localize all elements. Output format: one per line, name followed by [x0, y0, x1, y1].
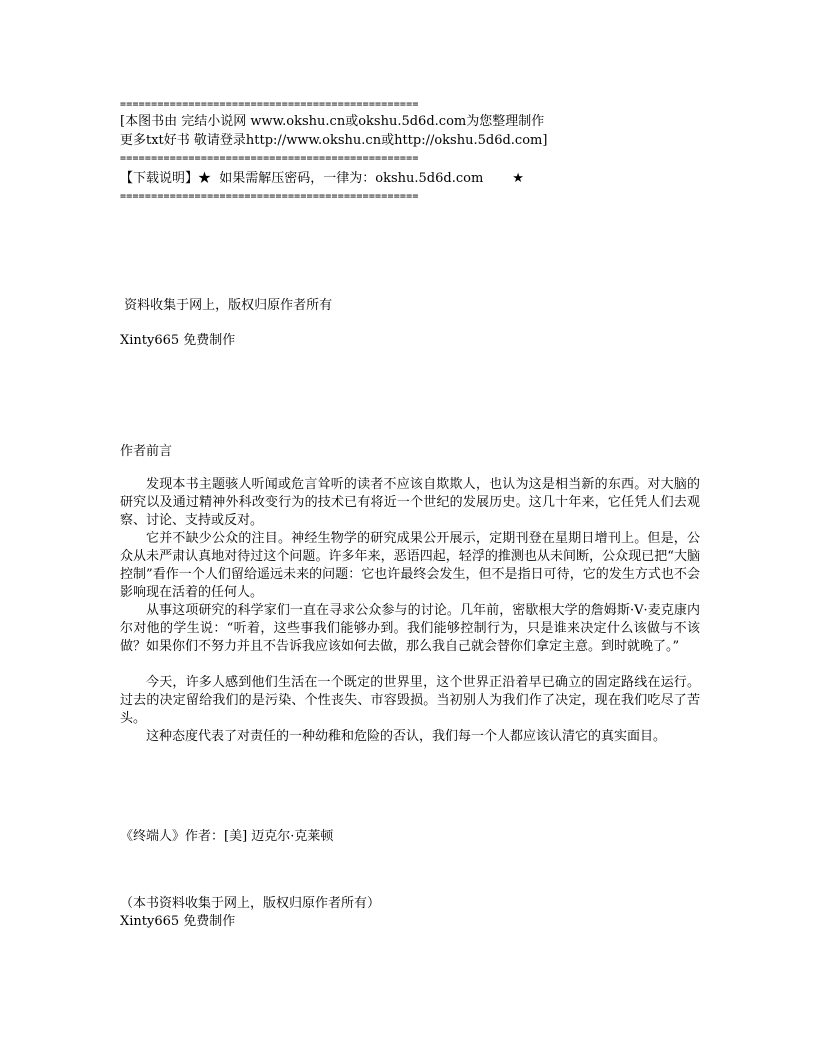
preface-paragraph: 这种态度代表了对责任的一种幼稚和危险的否认，我们每一个人都应该认清它的真实面目。 — [146, 729, 667, 744]
preface-paragraph: 今天，许多人感到他们生活在一个既定的世界里，这个世界正沿着早已确立的固定路线在运行。过去的决定留给我们的是污染、个性丧失、市容毁损。当初别人为我们作了决定，现在我们吃尽了苦头。 — [120, 675, 700, 726]
preface-paragraph: 发现本书主题骇人听闻或危言耸听的读者不应该自欺欺人，也认为这是相当新的东西。对大脑的研究以及通过精神外科改变行为的技术已有将近一个世纪的发展历史。这几十年来，它任凭人们去观察、讨论、支持或反对。 — [120, 477, 700, 528]
header-source-line: [本图书由 完结小说网 www.okshu.cn或okshu.5d6d.com为您整理制作 — [120, 114, 545, 129]
footer-collected: （本书资料收集于网上，版权归原作者所有） — [120, 896, 381, 911]
preface-paragraph: 它并不缺少公众的注目。神经生物学的研究成果公开展示，定期刊登在星期日增刊上。但是，公众从未严肃认真地对待过这个问题。许多年来，恶语四起，轻浮的推测也从未间断，公众现已把“大脑控制”看作一个人们留给遥远未来的问题：它也许最终会发生，但不是指日可待，它的发生方式也不会影响现在活着的任何人。 — [120, 531, 700, 600]
preface-paragraph: 从事这项研究的科学家们一直在寻求公众参与的讨论。几年前，密歇根大学的詹姆斯·V·麦克康内尔对他的学生说：“听着，这些事我们能够办到。我们能够控制行为，只是谁来决定什么该做与不该做？如果你们不努力并且不告诉我应该如何去做，那么我自己就会替你们拿定主意。到时就晚了。” — [120, 603, 700, 654]
separator-line: ================================================ — [120, 191, 419, 202]
book-title-line: 《终端人》作者：[美] 迈克尔·克莱顿 — [120, 829, 334, 844]
credits-collected: 资料收集于网上，版权归原作者所有 — [120, 298, 333, 313]
preface-title: 作者前言 — [120, 444, 173, 459]
footer-maker: Xinty665 免费制作 — [120, 914, 236, 929]
header-more-line: 更多txt好书 敬请登录http://www.okshu.cn或http://okshu.5d6d.com] — [120, 133, 548, 148]
separator-line: ================================================ — [120, 153, 419, 164]
separator-line: ================================================ — [120, 99, 419, 110]
download-note: 【下载说明】★ 如果需解压密码，一律为：okshu.5d6d.com ★ — [120, 171, 524, 186]
credits-maker: Xinty665 免费制作 — [120, 333, 236, 348]
